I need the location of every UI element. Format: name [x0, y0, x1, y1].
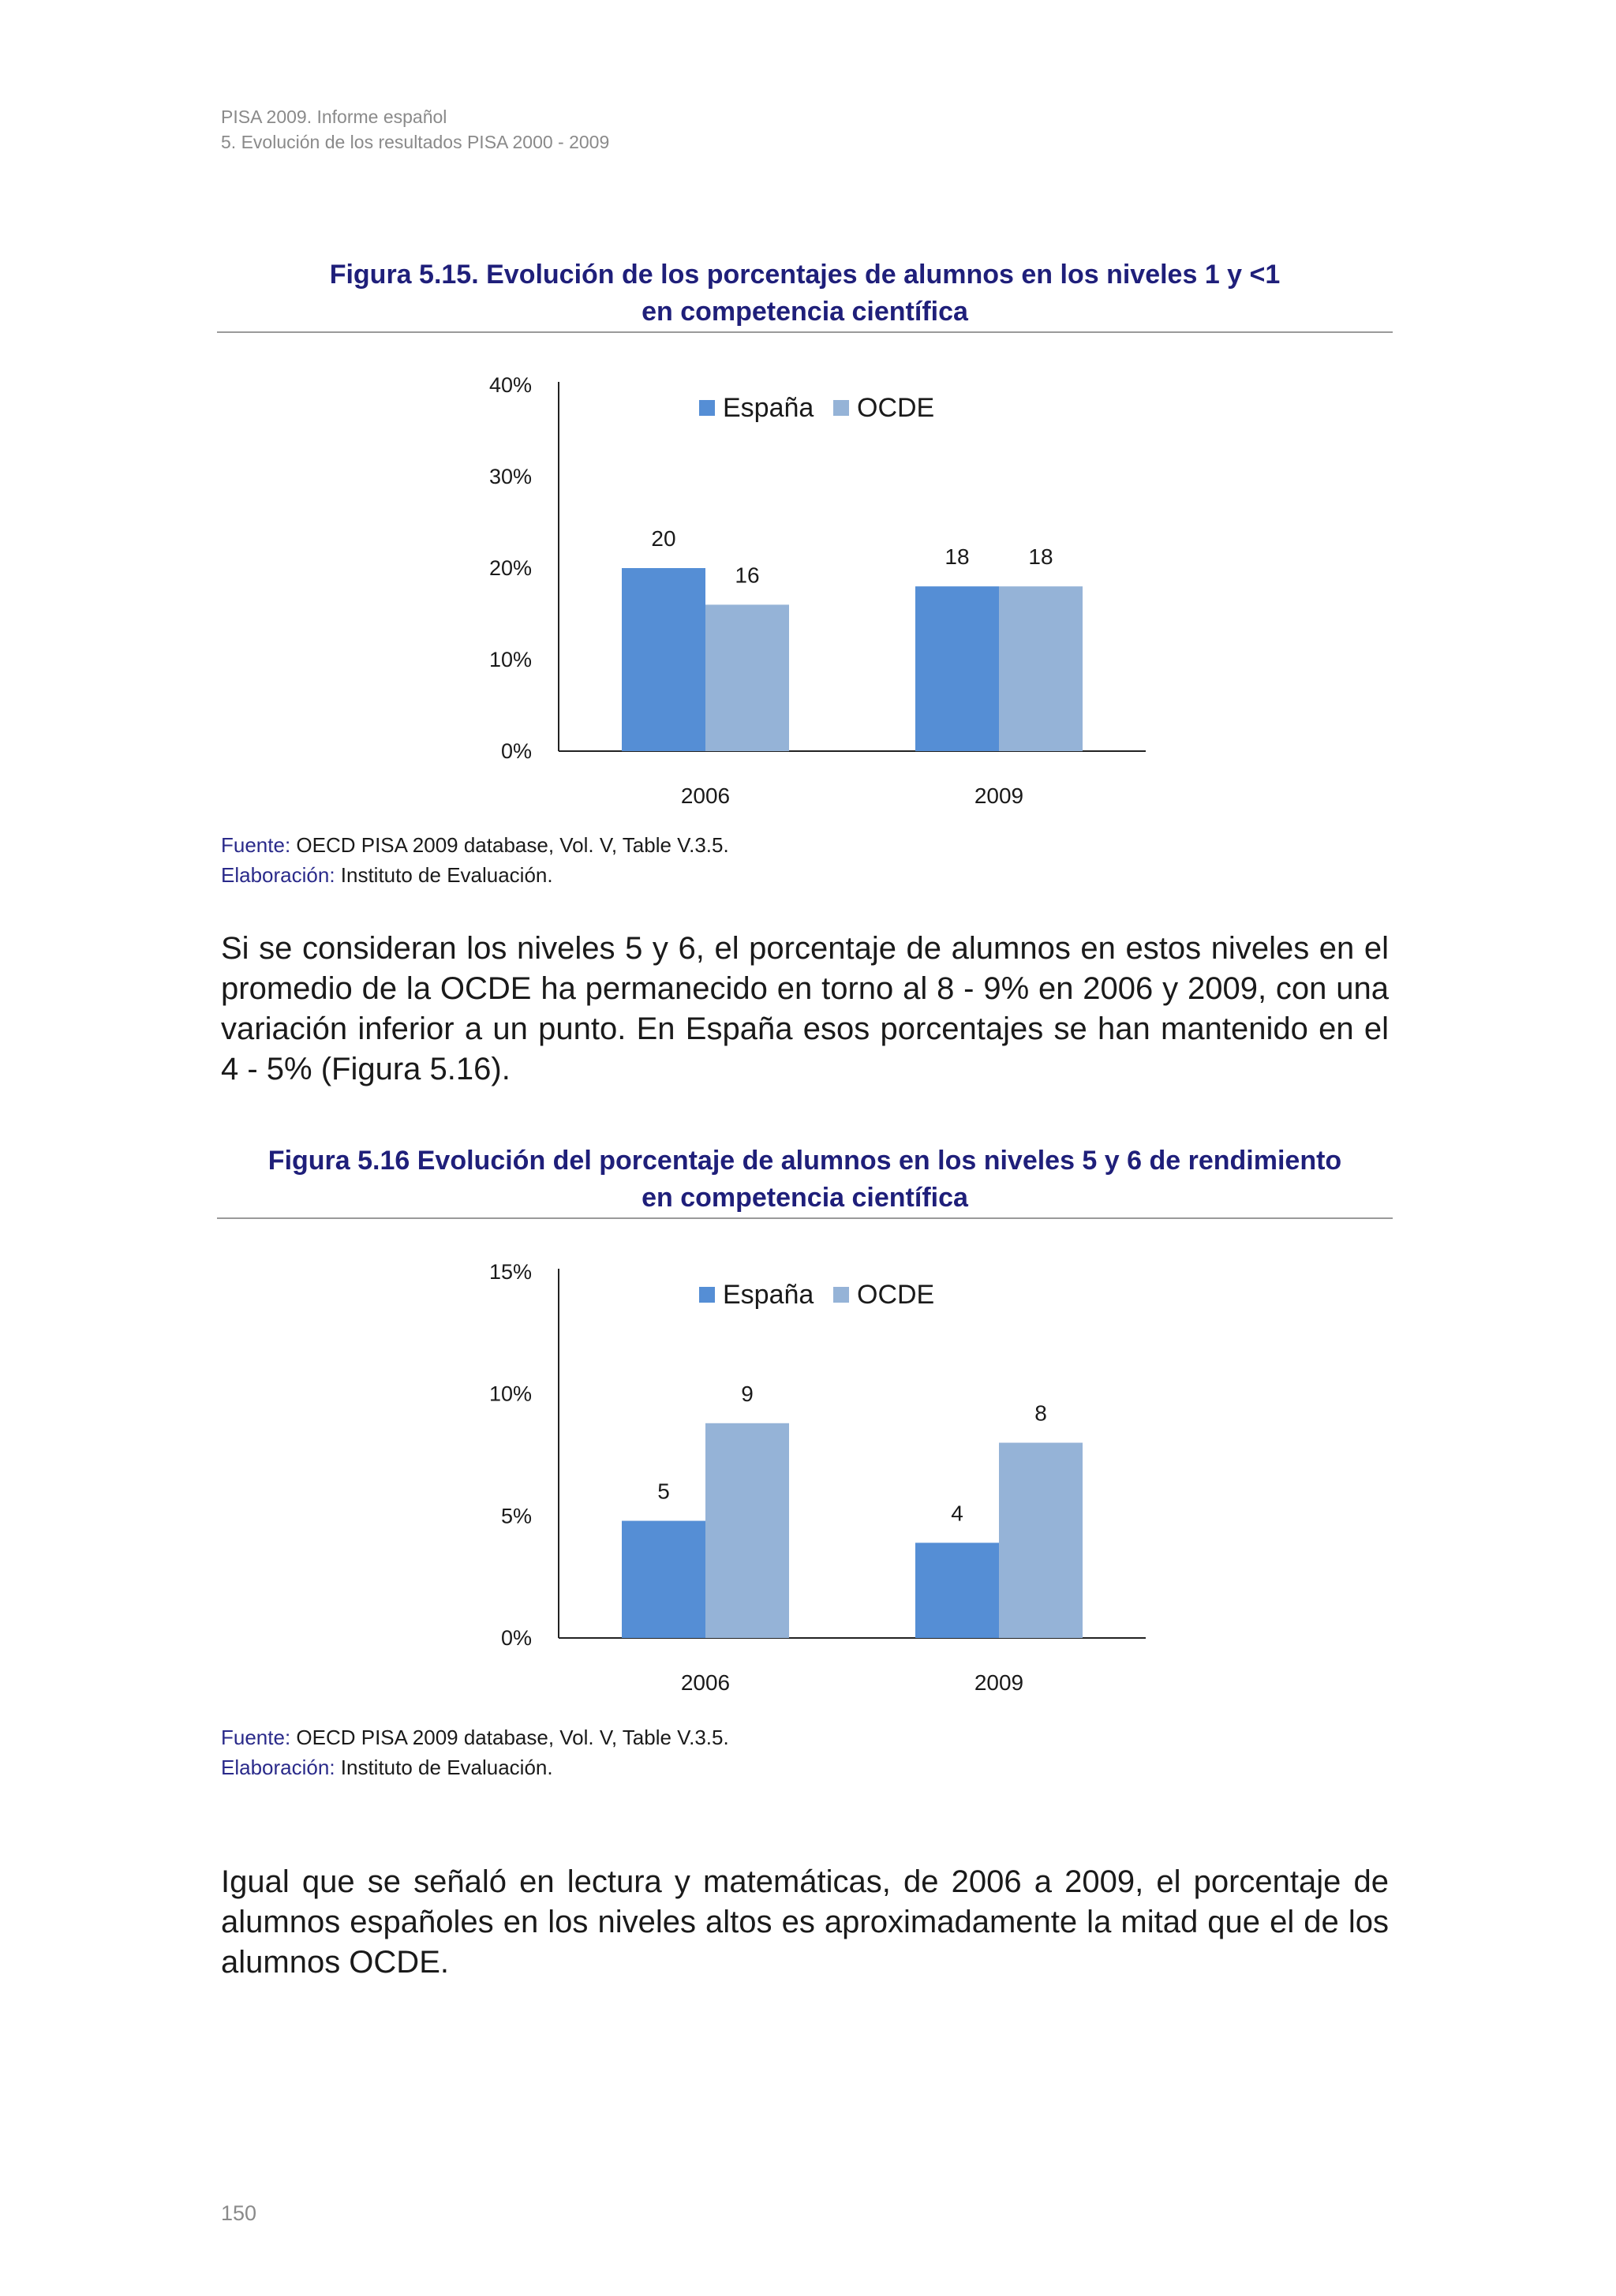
- bar-espana-2006: [622, 568, 705, 751]
- y-tick-label: 10%: [488, 1382, 532, 1406]
- source-line: [221, 1722, 729, 1752]
- data-label: 16: [735, 563, 760, 588]
- figure-5-16-title: [217, 1142, 1393, 1217]
- data-label: 18: [945, 544, 970, 570]
- elaboration-line: [221, 1752, 729, 1782]
- source-text: OECD PISA 2009 database, Vol. V, Table V.3.5.: [290, 1726, 729, 1749]
- body-paragraph: Si se consideran los niveles 5 y 6, el porcentaje de alumnos en estos niveles en el promedio de la OCDE ha permanecido en torno al 8 - 9% en 2006 y 2009, con una variación inferior a un punto. En España esos porcentajes se han mantenido en el 4 - 5% (Figura 5.16).: [221, 931, 1389, 1086]
- y-tick-label: 15%: [488, 1260, 532, 1284]
- figure-5-16-chart: [442, 1250, 1184, 1692]
- y-tick-label: 30%: [488, 465, 532, 488]
- source-label: Fuente:: [221, 833, 291, 857]
- figure-5-15-source: [221, 830, 729, 890]
- figure-title-line: Figura 5.15. Evolución de los porcentajes de alumnos en los niveles 1 y <1: [329, 260, 1281, 290]
- figure-5-16-source: [221, 1722, 729, 1782]
- bar-espana-2006: [622, 1521, 705, 1638]
- x-tick-label: 2006: [680, 783, 731, 805]
- legend-swatch-espana: [699, 400, 715, 416]
- figure-5-15-chart: [442, 363, 1184, 805]
- figure-title-rule: [217, 331, 1393, 333]
- source-label: Fuente:: [221, 1726, 291, 1749]
- source-line: [221, 830, 729, 860]
- running-header-chapter: 5. Evolución de los resultados PISA 2000 - 2009: [221, 132, 610, 152]
- elaboration-line: [221, 860, 729, 890]
- x-tick-label: 2009: [974, 1670, 1024, 1692]
- bar-ocde-2006: [705, 1423, 789, 1638]
- x-tick-label: 2009: [974, 783, 1024, 805]
- elaboration-text: Instituto de Evaluación.: [335, 863, 553, 887]
- bar-espana-2009: [915, 1543, 999, 1638]
- y-tick-label: 5%: [500, 1504, 532, 1528]
- data-label: 4: [951, 1501, 963, 1526]
- figure-title-line: en competencia científica: [642, 297, 968, 327]
- elaboration-text: Instituto de Evaluación.: [335, 1756, 553, 1779]
- x-tick-label: 2006: [680, 1670, 731, 1692]
- legend-swatch-ocde: [833, 1287, 849, 1303]
- body-paragraph: Igual que se señaló en lectura y matemáticas, de 2006 a 2009, el porcentaje de alumnos españoles en los niveles altos es aproximadamente la mitad que el de los alumnos OCDE.: [221, 1864, 1389, 1980]
- bar-ocde-2006: [705, 604, 789, 751]
- data-label: 8: [1034, 1400, 1047, 1426]
- y-tick-label: 0%: [500, 739, 532, 763]
- data-label: 20: [651, 526, 676, 551]
- legend-label-espana: España: [723, 393, 814, 423]
- bar-ocde-2009: [999, 586, 1083, 751]
- page-number: 150: [221, 2201, 257, 2225]
- elaboration-label: Elaboración:: [221, 1756, 335, 1779]
- running-header-title: PISA 2009. Informe español: [221, 107, 447, 127]
- elaboration-label: Elaboración:: [221, 863, 335, 887]
- figure-title-line: en competencia científica: [642, 1183, 968, 1213]
- y-tick-label: 10%: [488, 648, 532, 671]
- legend-swatch-espana: [699, 1287, 715, 1303]
- y-tick-label: 40%: [488, 373, 532, 397]
- running-header: [221, 104, 609, 155]
- legend-label-ocde: OCDE: [857, 1280, 935, 1310]
- bar-espana-2009: [915, 586, 999, 751]
- data-label: 18: [1028, 544, 1053, 570]
- bar-chart-svg: [442, 363, 1184, 805]
- figure-title-line: Figura 5.16 Evolución del porcentaje de alumnos en los niveles 5 y 6 de rendimiento: [267, 1146, 1342, 1176]
- legend-label-ocde: OCDE: [857, 393, 935, 423]
- figure-5-15-title: [217, 256, 1393, 331]
- figure-title-rule: [217, 1217, 1393, 1219]
- bar-chart-svg: [442, 1250, 1184, 1692]
- source-text: OECD PISA 2009 database, Vol. V, Table V.3.5.: [290, 833, 729, 857]
- bar-ocde-2009: [999, 1443, 1083, 1638]
- y-tick-label: 0%: [500, 1626, 532, 1650]
- legend-swatch-ocde: [833, 400, 849, 416]
- data-label: 5: [657, 1479, 670, 1504]
- y-tick-label: 20%: [488, 556, 532, 580]
- data-label: 9: [741, 1381, 754, 1406]
- legend-label-espana: España: [723, 1280, 814, 1310]
